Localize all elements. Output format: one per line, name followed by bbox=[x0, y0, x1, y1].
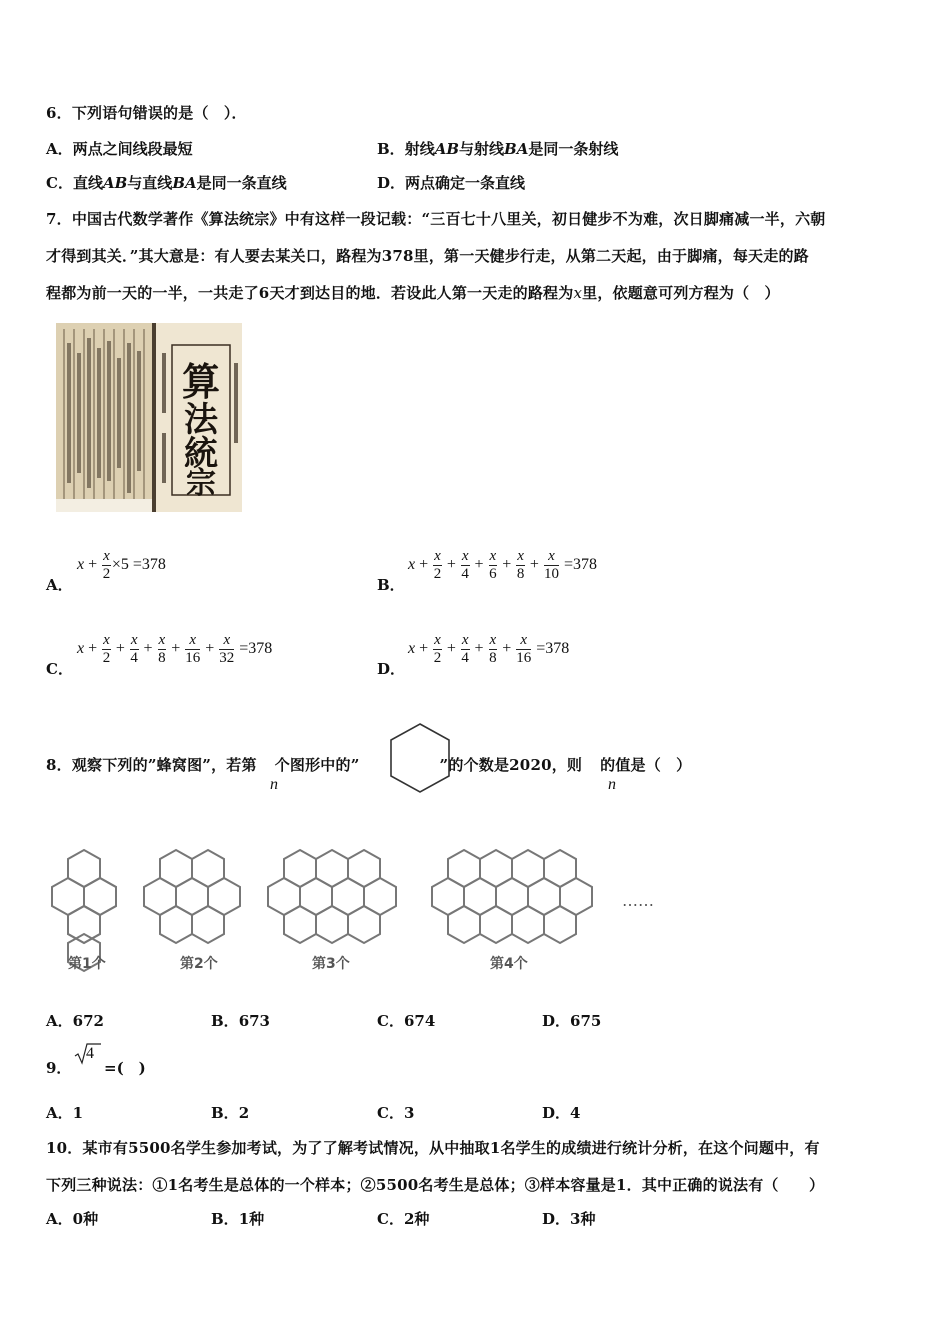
q10-option-d: D．3种 bbox=[542, 1210, 596, 1228]
q7-option-a-equation: x + $\frac{x}{2}$ ×5 =378 bbox=[77, 548, 166, 582]
q6-option-c: C．直线AB与直线BA是同一条直线 bbox=[46, 174, 287, 192]
figure-4-caption: 第4个 bbox=[490, 956, 528, 972]
q9-number: 9． bbox=[46, 1059, 72, 1077]
q9-tail: =( ) bbox=[104, 1059, 146, 1077]
q10-line-2: 下列三种说法：①1名考生是总体的一个样本；②5500名考生是总体；③样本容量是1．其中正确的说法有（ ） bbox=[46, 1176, 825, 1194]
svg-text:法: 法 bbox=[184, 400, 218, 440]
q10-option-c: C．2种 bbox=[377, 1210, 430, 1228]
honeycomb-figure-1 bbox=[52, 850, 116, 971]
figure-1-caption: 第1个 bbox=[68, 956, 106, 972]
q7-line-1: 7．中国古代数学著作《算法统宗》中有这样一段记载：“三百七十八里关，初日健步不为难，次日脚痛减一半，六朝 bbox=[46, 210, 826, 228]
q10-option-b: B．1种 bbox=[211, 1210, 265, 1228]
figure-3-caption: 第3个 bbox=[312, 956, 350, 972]
q7-option-a-letter: A． bbox=[46, 576, 73, 594]
q7-option-c-equation: x + $\frac{x}{2}$ + $\frac{x}{4}$ + $\frac{x}{8}$ + $\frac{x}{16}$ + $\frac{x}{32}$ =378 bbox=[77, 632, 273, 666]
q9-option-b: B．2 bbox=[211, 1104, 250, 1122]
single-hexagon-icon bbox=[386, 721, 454, 795]
q10-line-1: 10．某市有5500名学生参加考试，为了了解考试情况，从中抽取1名学生的成绩进行统计分析，在这个问题中，有 bbox=[46, 1139, 820, 1157]
q7-option-b-equation: x + $\frac{x}{2}$ + $\frac{x}{4}$ + $\frac{x}{6}$ + $\frac{x}{8}$ + $\frac{x}{10}$ =378 bbox=[408, 548, 597, 582]
q8-option-d: D．675 bbox=[542, 1012, 602, 1030]
honeycomb-figure-4 bbox=[432, 850, 592, 943]
q6-option-a: A．两点之间线段最短 bbox=[46, 140, 193, 158]
honeycomb-figure-2 bbox=[144, 850, 240, 943]
q6-stem: 6．下列语句错误的是（ ）． bbox=[46, 104, 247, 122]
q9-radicand: 4 bbox=[86, 1045, 94, 1062]
q9-option-c: C．3 bbox=[377, 1104, 415, 1122]
svg-text:宗: 宗 bbox=[186, 466, 216, 501]
q7-option-d-equation: x + $\frac{x}{2}$ + $\frac{x}{4}$ + $\frac{x}{8}$ + $\frac{x}{16}$ =378 bbox=[408, 632, 570, 666]
ellipsis: …… bbox=[622, 891, 654, 910]
honeycomb-figure-3 bbox=[268, 850, 396, 943]
q10-option-a: A．0种 bbox=[46, 1210, 99, 1228]
q8-n-symbol-1: n bbox=[270, 776, 278, 793]
q8-option-c: C．674 bbox=[377, 1012, 436, 1030]
q7-option-c-letter: C． bbox=[46, 660, 73, 678]
figure-2-caption: 第2个 bbox=[180, 956, 218, 972]
q7-line-3: 程都为前一天的一半，一共走了6天才到达目的地．若设此人第一天走的路程为x里，依题意可列方程为（ ） bbox=[46, 284, 780, 302]
q9-option-a: A．1 bbox=[46, 1104, 84, 1122]
svg-text:算: 算 bbox=[181, 359, 221, 404]
honeycomb-figures bbox=[40, 838, 680, 978]
q7-option-d-letter: D． bbox=[377, 660, 406, 678]
suanfa-tongzong-book-image bbox=[56, 323, 242, 512]
q7-line-2: 才得到其关．”其大意是：有人要去某关口，路程为378里，第一天健步行走，从第二天起，由于脚痛，每天走的路 bbox=[46, 247, 809, 265]
q9-option-d: D．4 bbox=[542, 1104, 581, 1122]
q8-option-a: A．672 bbox=[46, 1012, 104, 1030]
q8-option-b: B．673 bbox=[211, 1012, 270, 1030]
svg-text:統: 統 bbox=[184, 434, 218, 474]
q8-n-symbol-2: n bbox=[608, 776, 616, 793]
q8-stem: 8．观察下列的”蜂窝图”，若第 个图形中的” ”的个数是2020，则 的值是（ ） bbox=[46, 756, 692, 774]
q7-option-b-letter: B． bbox=[377, 576, 405, 594]
q6-option-d: D．两点确定一条直线 bbox=[377, 174, 526, 192]
q6-option-b: B．射线AB与射线BA是同一条射线 bbox=[377, 140, 619, 158]
